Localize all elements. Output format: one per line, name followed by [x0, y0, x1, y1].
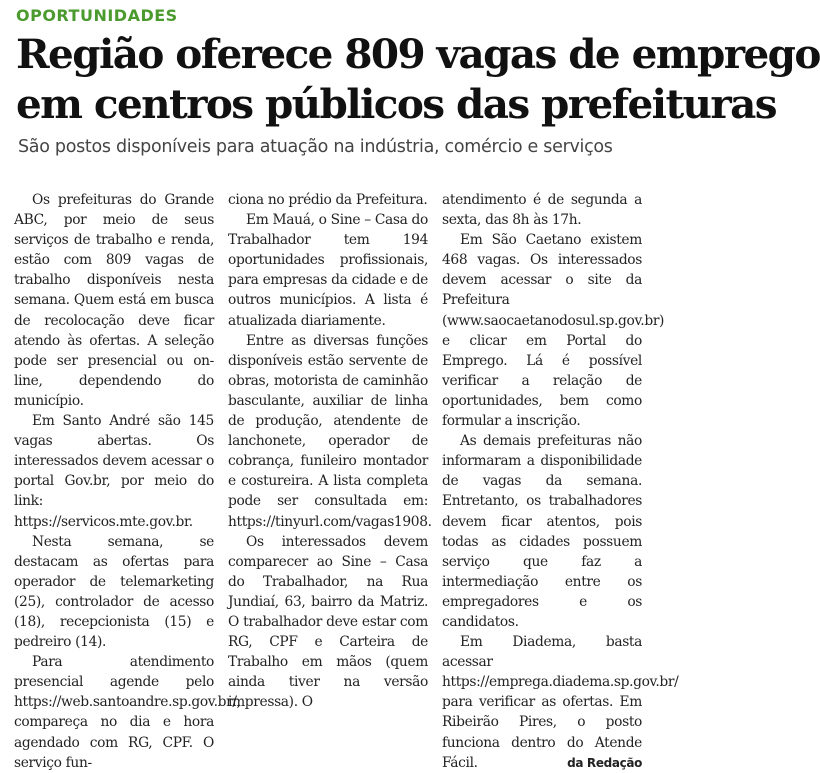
paragraph: [442, 632, 679, 773]
headline-line-1: Região oferece 809 vagas de emprego: [16, 30, 820, 78]
paragraph-text: Em Diadema, basta acessar https://emprega.diadema.sp.gov.br/ para verificar as ofertas. Em Ribeirão Pires, o posto funciona dentro do Atende Fácil.: [442, 634, 679, 771]
paragraph: Em Santo André são 145 vagas abertas. Os interessados devem acessar o portal Gov.br, por meio do link: https://servicos.mte.gov.br.: [14, 413, 214, 530]
article-body: [14, 190, 679, 773]
paragraph: Os prefeituras do Grande ABC, por meio de seus serviços de trabalho e renda, estão com 809 vagas de trabalho disponíveis nesta semana. Quem está em busca de recolocação deve ficar atendo às ofertas. A seleção pode ser presencial ou on-line, dependendo do município.: [14, 192, 214, 409]
paragraph: ciona no prédio da Prefeitura.: [228, 192, 428, 208]
column-2: [228, 190, 432, 773]
paragraph: Entre as diversas funções disponíveis estão servente de obras, motorista de caminhão basculante, auxiliar de linha de produção, atendente de lanchonete, operador de cobrança, funileiro montador e costureira. A lista completa pode ser consultada em: https://tinyurl.com/vagas1908.: [228, 332, 432, 530]
headline-line-2: em centros públicos das prefeituras: [16, 80, 776, 128]
paragraph: Os interessados devem comparecer ao Sine – Casa do Trabalhador, na Rua Jundiaí, 63, bairro da Matriz. O trabalhador deve estar com RG, CPF e Carteira de Trabalho em mãos (quem ainda tiver na versão impressa). O: [228, 533, 428, 711]
paragraph: Nesta semana, se destacam as ofertas para operador de telemarketing (25), controlador de acesso (18), recepcionista (15) e pedreiro (14).: [14, 533, 214, 651]
column-3: [442, 190, 679, 773]
column-1: [14, 190, 241, 773]
subheadline: São postos disponíveis para atuação na indústria, comércio e serviços: [18, 137, 613, 157]
byline-credit: da Redação: [567, 755, 642, 770]
paragraph: atendimento é de segunda a sexta, das 8h às 17h.: [442, 192, 642, 229]
paragraph: Em São Caetano existem 468 vagas. Os interessados devem acessar o site da Prefeitura (www.saocaetanodosul.sp.gov.br) e clicar em Portal do Emprego. Lá é possível verificar a relação de oportunidades, bem como formular a inscrição.: [442, 232, 665, 430]
paragraph: Para atendimento presencial agende pelo https://web.santoandre.sp.gov.br/, compareça no dia e hora agendado com RG, CPF. O serviço fun-: [14, 654, 241, 771]
headline: [16, 29, 820, 129]
section-label: OPORTUNIDADES: [16, 6, 178, 25]
paragraph: Em Mauá, o Sine – Casa do Trabalhador tem 194 oportunidades profissionais, para empresas da cidade e de outros municípios. A lista é atualizada diariamente.: [228, 212, 428, 329]
paragraph: As demais prefeituras não informaram a disponibilidade de vagas da semana. Entretanto, os trabalhadores devem ficar atentos, pois todas as cidades possuem serviço que faz a intermediação entre os empregadores e os candidatos.: [442, 433, 642, 630]
